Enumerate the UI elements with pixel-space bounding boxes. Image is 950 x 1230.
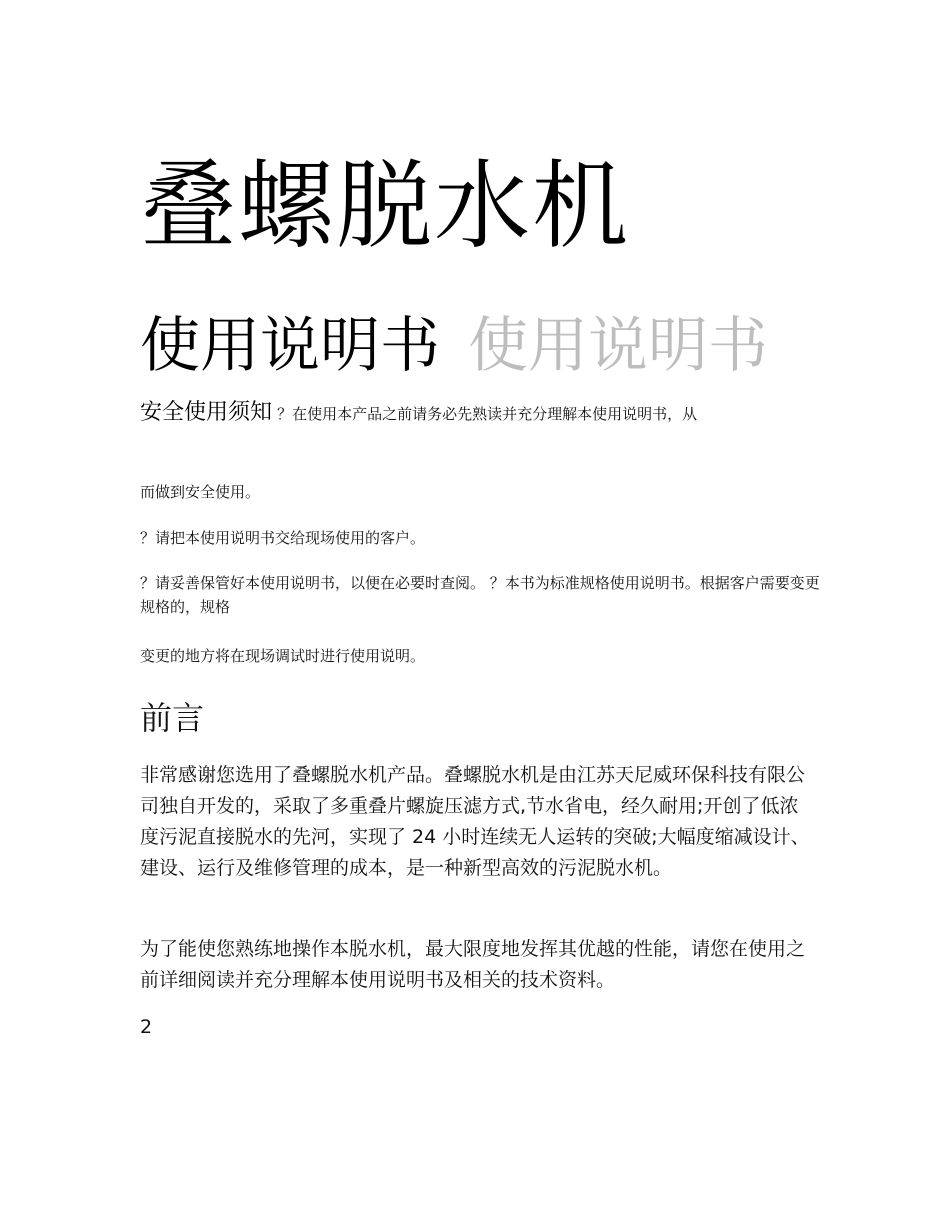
preface-paragraph-2: 为了能使您熟练地操作本脱水机，最大限度地发挥其优越的性能，请您在使用之前详细阅读并充分理解本使用说明书及相关的技术资料。 [140, 938, 806, 991]
page-number: 2 [140, 1016, 153, 1038]
safety-line-2: 而做到安全使用。 [140, 483, 261, 501]
preface-heading: 前言 [140, 699, 205, 737]
document-subtitle: 使用说明书 [140, 311, 440, 381]
document-title: 叠螺脱水机 [140, 150, 630, 262]
safety-line-4: ？请妥善保管好本使用说明书，以便在必要时查阅。 ？本书为标准规格使用说明书。根据客户需要变更规格的，规格 [140, 574, 820, 616]
preface-paragraph-1: 非常感谢您选用了叠螺脱水机产品。叠螺脱水机是由江苏天尼威环保科技有限公司独自开发的，采取了多重叠片螺旋压滤方式,节水省电，经久耐用;开创了低浓度污泥直接脱水的先河，实现了 24 小时连续无人运转的突破;大幅度缩减设计、建设、运行及维修管理的成本，是一种新型高效的污泥脱水机。 [140, 764, 810, 879]
document-subtitle-ghost: 使用说明书 [468, 311, 768, 381]
safety-notice-first-line [140, 398, 820, 428]
safety-heading: 安全使用须知 [140, 400, 273, 425]
safety-line-1: ？在使用本产品之前请务必先熟读并充分理解本使用说明书，从 [277, 405, 698, 423]
safety-line-3: ？请把本使用说明书交给现场使用的客户。 [140, 529, 426, 547]
safety-line-5: 变更的地方将在现场调试时进行使用说明。 [140, 647, 426, 665]
subtitle-row [140, 310, 768, 382]
